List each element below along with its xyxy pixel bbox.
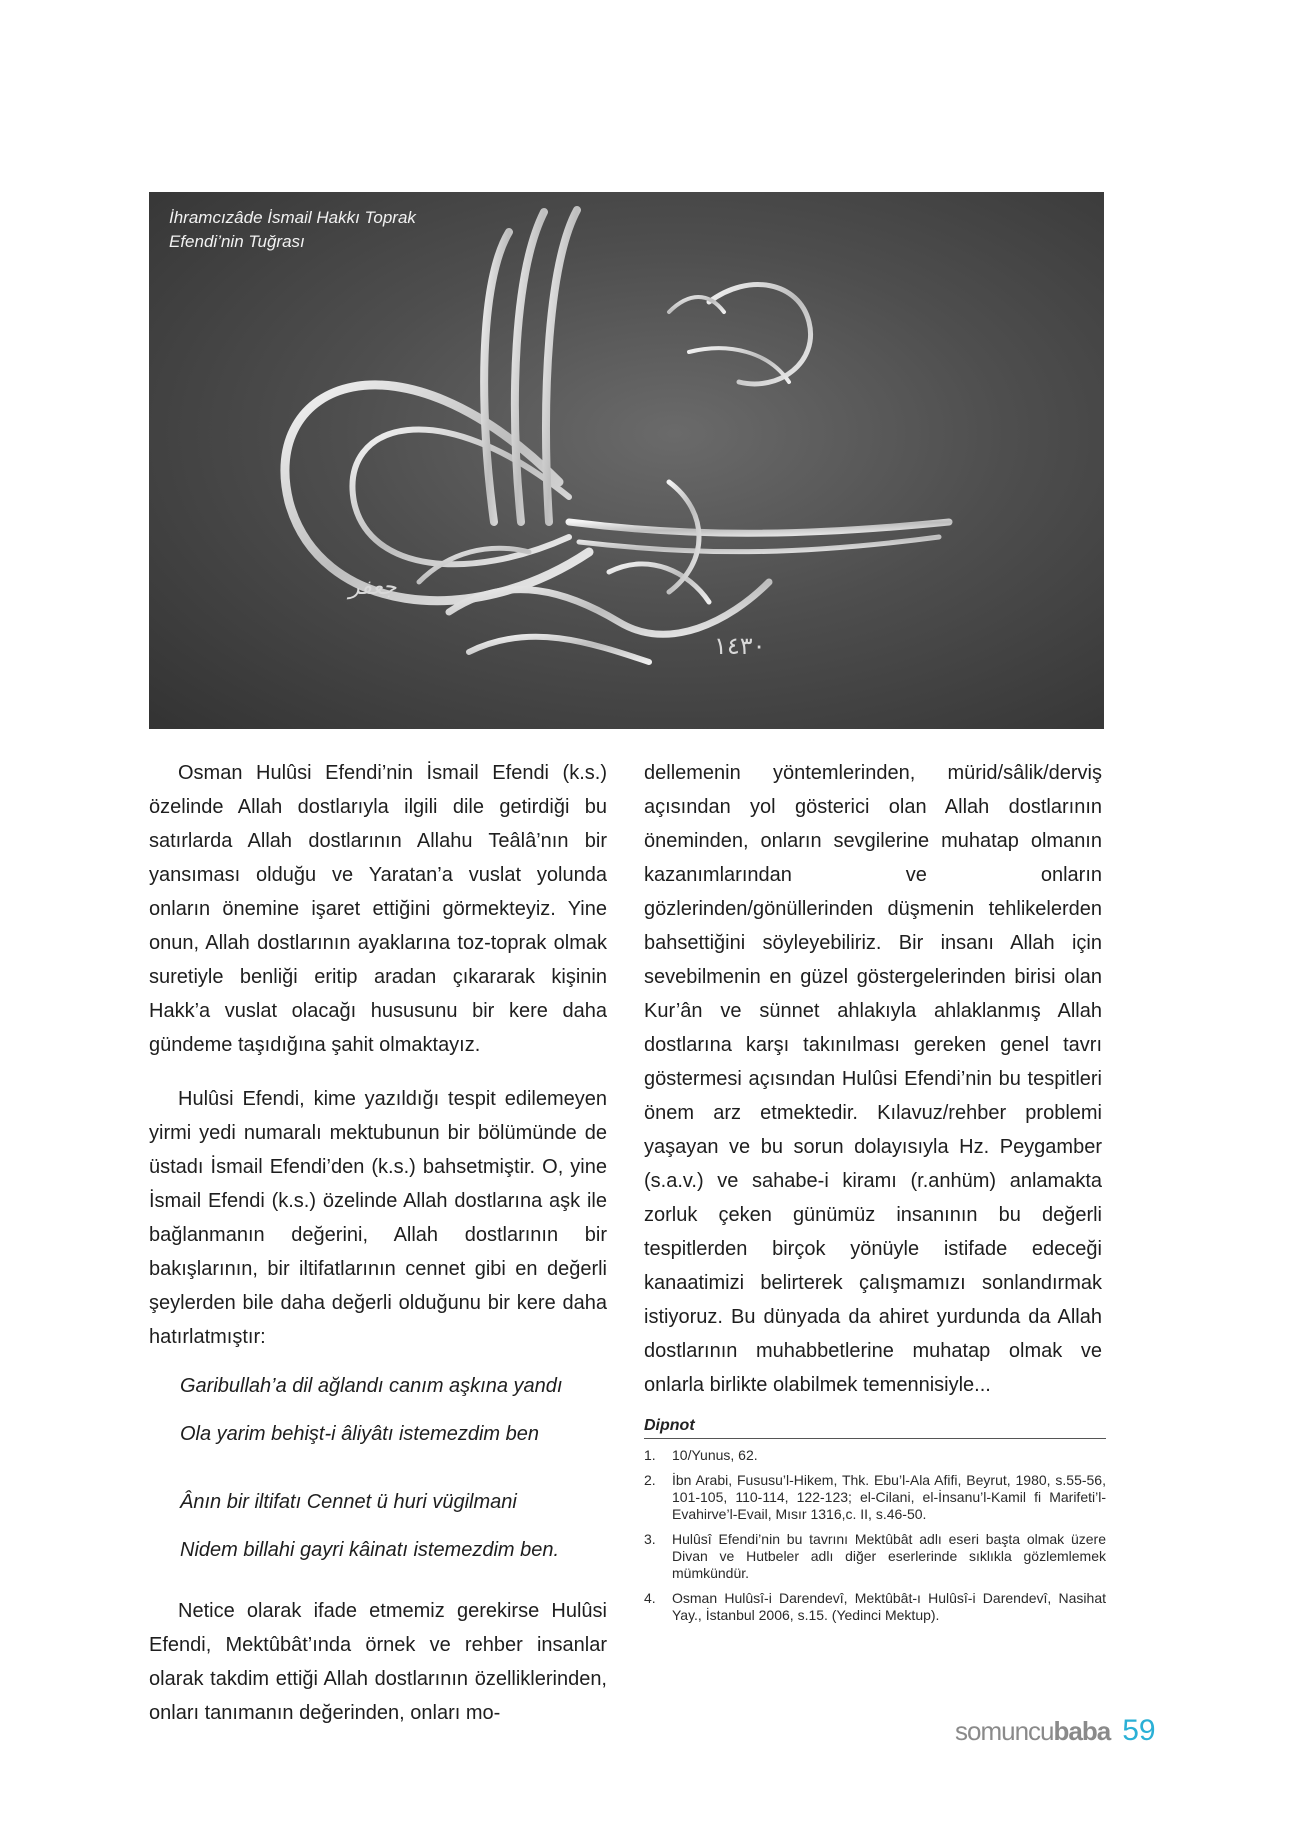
verse-line: Ânın bir iltifatı Cennet ü huri vügilmani [180,1491,517,1513]
brand-bold: baba [1053,1716,1111,1746]
tughra-date-mark: ١٤٣٠ [714,632,766,660]
footnotes-title: Dipnot [644,1417,1106,1439]
left-paragraph-2: Hulûsi Efendi, kime yazıldığı tespit edilemeyen yirmi yedi numaralı mektubunun bir bölümünde de üstadı İsmail Efendi’den (k.s.) bahsetmiştir. O, yine İsmail Efendi (k.s.) özelinde Allah dostlarına aşk ile bağlanmanın değerini, Allah dostlarının bir bakışlarının, bir iltifatlarının cennet gibi en değerli şeylerden bile daha değerli olduğunu bir kere daha hatırlatmıştır: [149,1088,607,1348]
footnote-number: 2. [644,1472,656,1488]
verse-stanza-1 [149,1362,607,1458]
footnote-text: İbn Arabi, Fususu’l-Hikem, Thk. Ebu’l-Ala Afifi, Beyrut, 1980, s.55-56, 101-105, 110-114, 122-123; el-Cilani, el-İnsanu’l-Kamil fi Marifeti’l-Evahirve’l-Evail, Mısır 1316,c. II, s.46-50. [672,1472,1106,1522]
tughra-illustration [149,192,1104,729]
left-paragraph-3: Netice olarak ifade etmemiz gerekirse Hulûsi Efendi, Mektûbât’ında örnek ve rehber insanlar olarak takdim ettiği Allah dostlarının özelliklerinden, onları tanımanın değerinden, onları mo- [149,1600,607,1724]
verse-line: Ola yarim behişt-i âliyâtı istemezdim ben [180,1423,540,1445]
footnote-item [644,1531,1106,1582]
left-column [149,756,607,1730]
verse-line: Garibullah’a dil ağlandı canım aşkına yandı [180,1375,563,1397]
brand-light: somuncu [955,1716,1054,1746]
footnote-text: Osman Hulûsî-i Darendevî, Mektûbât-ı Hulûsî-i Darendevî, Nasihat Yay., İstanbul 2006, s.15. (Yedinci Mektup). [672,1590,1106,1623]
footnote-text: 10/Yunus, 62. [672,1447,758,1463]
tughra-signature: جعفر [349,575,397,600]
footnotes [644,1417,1106,1632]
right-paragraph-1: dellemenin yöntemlerinden, mürid/sâlik/derviş açısından yol gösterici olan Allah dostlarının öneminden, onların sevgilerine muhatap olmanın kazanımlarından ve onların gözlerinden/gönüllerinden düşmenin tehlikelerden bahsettiğini söyleyebiliriz. Bir insanı Allah için sevebilmenin en güzel göstergelerinden birisi olan Kur’ân ve sünnet ahlakıyla ahlaklanmış Allah dostlarına karşı takınılması gereken genel tavrı göstermesi açısından Hulûsi Efendi’nin bu tespitleri önem arz etmektedir. Kılavuz/rehber problemi yaşayan ve bu sorun dolayısıyla Hz. Peygamber (s.a.v.) ve sahabe-i kiramı (r.anhüm) anlamakta zorluk çeken günümüz insanının bu değerli tespitlerden birçok yönüyle istifade edeceği kanaatimizi belirterek çalışmamızı sonlandırmak istiyoruz. Bu dünyada da ahiret yurdunda da Allah dostlarının muhabbetlerine muhatap olmak ve onlarla birlikte olabilmek temennisiyle... [644,762,1102,1396]
caption-line-1: İhramcızâde İsmail Hakkı Toprak [169,208,416,227]
page-footer [955,1714,1156,1748]
verse-stanza-2 [149,1478,607,1574]
figure-caption [169,206,416,254]
footnote-number: 1. [644,1447,656,1463]
caption-line-2: Efendi’nin Tuğrası [169,232,305,251]
footnote-number: 4. [644,1590,656,1606]
left-paragraph-1: Osman Hulûsi Efendi’nin İsmail Efendi (k.s.) özelinde Allah dostlarıyla ilgili dile getirdiği bu satırlarda Allah dostlarının Allahu Teâlâ’nın bir yansıması olduğu ve Yaratan’a vuslat yolunda onların önemine işaret ettiğini görmekteyiz. Yine onun, Allah dostlarının ayaklarına toz-toprak olmak suretiyle benliği eritip aradan çıkararak kişinin Hakk’a vuslat olacağı hususunu bir kere daha gündeme taşıdığına şahit olmaktayız. [149,762,607,1056]
tughra-figure [149,192,1104,729]
footnote-text: Hulûsî Efendi’nin bu tavrını Mektûbât adlı eseri başta olmak üzere Divan ve Hutbeler adlı diğer eserlerinde sıklıkla gözlemlemek mümkündür. [672,1531,1106,1581]
footnote-item [644,1590,1106,1624]
footnote-item [644,1472,1106,1523]
footnote-number: 3. [644,1531,656,1547]
page-number: 59 [1122,1714,1156,1747]
right-column [644,756,1102,1402]
footnote-item [644,1447,1106,1464]
verse-line: Nidem billahi gayri kâinatı istemezdim ben. [180,1539,560,1561]
magazine-logo [955,1716,1110,1747]
